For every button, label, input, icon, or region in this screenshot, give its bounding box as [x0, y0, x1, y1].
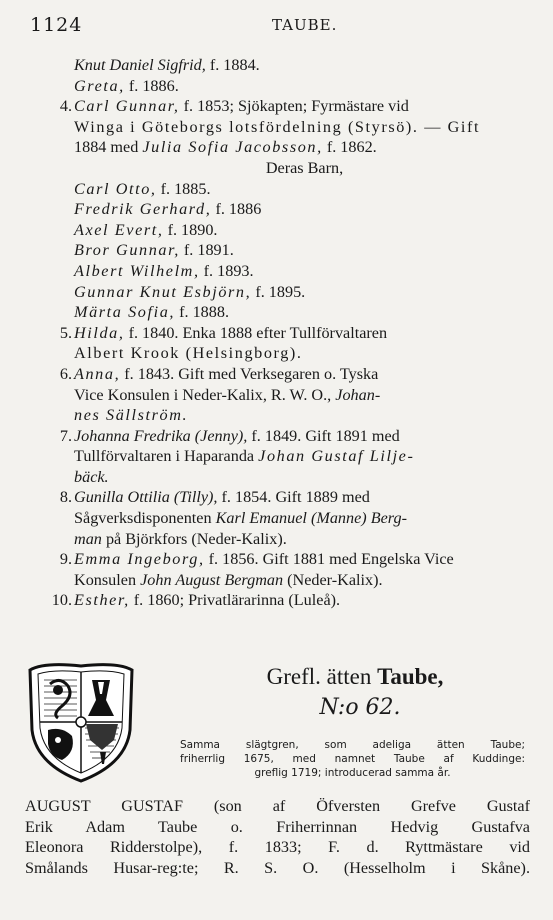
- entry-text: Carl Otto,: [74, 179, 157, 198]
- entry-line: [30, 570, 535, 591]
- genealogy-entries: [30, 55, 535, 611]
- entry-line: [30, 137, 535, 158]
- entry-text: Anna,: [74, 364, 121, 383]
- entry-text: Bror Gunnar,: [74, 241, 180, 260]
- entry-line: [30, 549, 535, 570]
- page-header: [22, 14, 533, 38]
- entry-line: [30, 385, 535, 406]
- entry-line: [30, 179, 535, 200]
- entry-text: Knut Daniel Sigfrid,: [74, 56, 206, 74]
- entry-text: f. 1888.: [175, 303, 229, 322]
- coat-of-arms: [22, 660, 140, 785]
- description-line: friherrlig 1675, med namnet Taube af Kuddinge:: [180, 753, 525, 765]
- entry-line: [30, 323, 535, 344]
- entry-number: 9.: [59, 550, 72, 569]
- section-description: [180, 738, 525, 780]
- entry-number: 10.: [51, 591, 72, 610]
- entry-text: Esther,: [74, 591, 130, 610]
- entry-text: f. 1849. Gift 1891 med: [247, 426, 400, 445]
- section-title: [230, 664, 480, 690]
- entry-text: f. 1886: [211, 200, 262, 219]
- august-line: Smålands Husar-reg:te; R. S. O. (Hesselholm i Skåne).: [25, 858, 530, 877]
- entry-text: Märta Sofia,: [74, 303, 176, 322]
- entry-text: Karl Emanuel (Manne) Berg-: [215, 509, 407, 528]
- entry-text: Johanna Fredrika (Jenny),: [74, 426, 248, 445]
- entry-text: Sågverksdisponenten: [74, 509, 216, 528]
- entry-text: f. 1840. Enka 1888 efter Tullförvaltaren: [124, 323, 388, 342]
- entry-line: [30, 364, 535, 385]
- entry-text: (Neder-Kalix).: [283, 570, 383, 589]
- page-number: 1124: [30, 14, 83, 36]
- entry-text: Tullförvaltaren i Haparanda: [74, 447, 259, 466]
- entry-number: 4.: [59, 97, 72, 116]
- entry-line: [30, 55, 535, 76]
- entry-line: [30, 199, 535, 220]
- entry-line: [30, 590, 535, 611]
- august-line: Eleonora Ridderstolpe), f. 1833; F. d. Ryttmästare vid: [25, 838, 530, 857]
- entry-number: 6.: [59, 364, 72, 383]
- entry-text: John August Bergman: [140, 570, 284, 589]
- entry-line: [30, 282, 535, 303]
- entry-line: [30, 343, 535, 364]
- entry-line: [30, 96, 535, 117]
- entry-line: [30, 220, 535, 241]
- section-number: N:o 62.: [319, 695, 401, 720]
- running-title: TAUBE.: [272, 16, 338, 34]
- entry-text: f. 1890.: [163, 220, 218, 239]
- entry-line: [30, 529, 535, 550]
- entry-line: [30, 508, 535, 529]
- entry-line: [30, 405, 535, 426]
- august-line: AUGUST GUSTAF (son af Öfversten Grefve Gustaf: [25, 797, 530, 815]
- entry-text: Carl Gunnar,: [74, 97, 180, 116]
- entry-text: f. 1860; Privatlärarinna (Luleå).: [129, 591, 341, 610]
- entry-line: [30, 261, 535, 282]
- entry-text: f. 1856. Gift 1881 med Engelska Vice: [204, 550, 454, 569]
- entry-line: [30, 76, 535, 97]
- entry-line: [30, 467, 535, 488]
- entry-line: [30, 158, 535, 179]
- entry-text: man: [74, 529, 102, 548]
- entry-text: f. 1886.: [124, 76, 179, 95]
- entry-line: [30, 426, 535, 447]
- entry-text: Winga i Göteborgs lotsfördelning (Styrsö). — Gift: [74, 117, 481, 136]
- entry-text: Albert Krook (Helsingborg).: [74, 344, 303, 363]
- entry-text: nes Sällström.: [74, 406, 189, 425]
- description-line: greflig 1719; introducerad samma år.: [254, 767, 451, 779]
- entry-line: [30, 117, 535, 138]
- entry-text: Gunilla Ottilia (Tilly),: [74, 488, 218, 507]
- entry-text: Vice Konsulen i Neder-Kalix, R. W. O.,: [74, 385, 336, 404]
- section-title-name: Taube,: [377, 664, 444, 689]
- entry-text: f. 1895.: [251, 282, 306, 301]
- august-gustaf-entry: [25, 796, 530, 878]
- entry-text: f. 1885.: [156, 179, 211, 198]
- entry-text: f. 1843. Gift med Verksegaren o. Tyska: [120, 364, 379, 383]
- entry-text: Emma Ingeborg,: [74, 550, 205, 569]
- entry-text: bäck.: [74, 467, 109, 486]
- entry-text: f. 1884.: [205, 56, 260, 74]
- entry-text: Hilda,: [74, 323, 125, 342]
- entry-text: f. 1891.: [179, 241, 234, 260]
- entry-text: Greta,: [74, 76, 125, 95]
- entry-text: f. 1854. Gift 1889 med: [217, 488, 370, 507]
- entry-line: [30, 446, 535, 467]
- entry-text: Johan Gustaf Lilje-: [258, 447, 415, 466]
- entry-text: Julia Sofia Jacobsson,: [142, 138, 323, 157]
- entry-text: Johan-: [335, 385, 381, 404]
- entry-text: f. 1893.: [199, 261, 254, 280]
- entry-text: f. 1862.: [322, 138, 377, 157]
- entry-text: Konsulen: [74, 570, 141, 589]
- entry-text: Gunnar Knut Esbjörn,: [74, 282, 252, 301]
- entry-text: Albert Wilhelm,: [74, 261, 200, 280]
- entry-line: [30, 487, 535, 508]
- description-line: Samma slägtgren, som adeliga ätten Taube;: [180, 739, 525, 751]
- entry-number: 7.: [59, 426, 72, 445]
- august-line: Erik Adam Taube o. Friherrinnan Hedvig Gustafva: [25, 817, 530, 836]
- entry-text: Axel Evert,: [74, 220, 164, 239]
- entry-text: Fredrik Gerhard,: [74, 200, 212, 219]
- entry-text: Deras Barn,: [265, 158, 344, 177]
- entry-line: [30, 302, 535, 323]
- entry-number: 5.: [59, 323, 72, 342]
- entry-line: [30, 240, 535, 261]
- entry-text: f. 1853; Sjökapten; Fyrmästare vid: [179, 97, 409, 116]
- entry-number: 8.: [59, 488, 72, 507]
- section-title-prefix: Grefl. ätten: [266, 664, 378, 689]
- entry-text: 1884 med: [74, 138, 143, 157]
- entry-text: på Björkfors (Neder-Kalix).: [101, 529, 287, 548]
